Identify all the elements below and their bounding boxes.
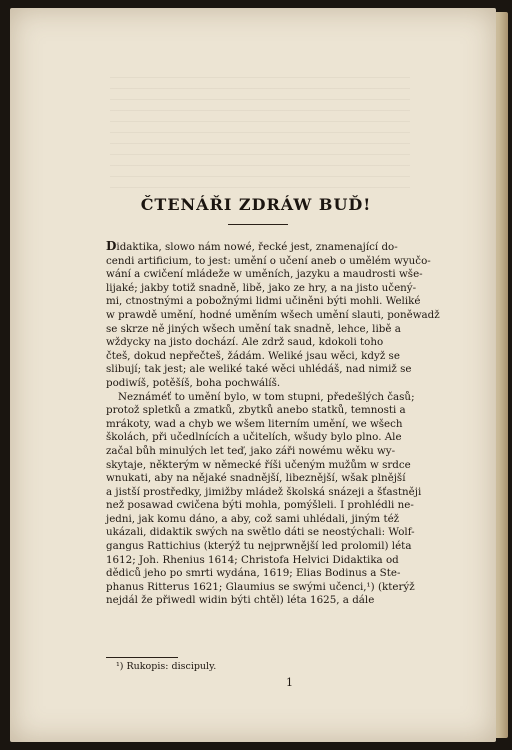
- text-line: slibují; tak jest; ale weliké také wěci uhlédáš, nad nimiž se: [106, 363, 412, 376]
- text-line: 1612; Joh. Rhenius 1614; Christofa Helvici Didaktika od: [106, 553, 399, 566]
- text-line: wždycky na jisto dochází. Ale zdrž saud, kdokoli toho: [106, 336, 384, 349]
- text-line: školách, při učedlnících a učitelích, wšudy bylo plno. Ale: [106, 431, 402, 444]
- show-through-text: [110, 68, 410, 188]
- text-line-rest: idaktika, slowo nám nowé, řecké jest, znamenající do-: [116, 241, 398, 253]
- text-line: phanus Ritterus 1621; Glaumius se swými učenci,¹) (kterýž: [106, 580, 415, 593]
- text-line: gangus Rattichius (kterýž tu nejprwnější led prolomil) léta: [106, 540, 412, 553]
- page-heading: ČTENÁŘI ZDRÁW BUĎ!: [140, 195, 372, 214]
- footnote: ¹) Rukopis: discipuly.: [116, 661, 217, 672]
- footnote-rule: [106, 657, 178, 658]
- text-line: w prawdě umění, hodné uměním wšech umění slauti, poněwadž: [106, 308, 440, 321]
- text-line: začal bůh minulých let teď, jako záři nowému wěku wy-: [106, 444, 396, 457]
- text-line: než posawad cwičena býti mohla, pomýšleli. I prohlédli ne-: [106, 499, 414, 512]
- text-line: podiwíš, potěšíš, boha pochwálíš.: [106, 376, 281, 389]
- text-line: jedni, jak komu dáno, a aby, což sami uhlédali, jiným též: [106, 512, 400, 525]
- text-line: protož spletků a zmatků, zbytků anebo statků, temnosti a: [106, 404, 406, 417]
- heading-rule: [228, 224, 288, 225]
- text-line: nejdál že přiwedl widin býti chtěl) léta 1625, a dále: [106, 594, 375, 607]
- text-line: Neznáméť to umění bylo, w tom stupni, předešlých časů;: [118, 390, 415, 403]
- text-line: lijaké; jakby totiž snadně, libě, jako ze hry, a na jisto učený-: [106, 281, 417, 294]
- body-text: [106, 239, 440, 608]
- text-line: mi, ctnostnými a pobožnými lidmi učiněni býti mohli. Weliké: [106, 295, 421, 308]
- text-line: čteš, dokud nepřečteš, žádám. Weliké jsau wěci, když se: [106, 349, 400, 362]
- text-line: wání a cwičení mládeže w uměních, jazyku a maudrosti wše-: [106, 268, 423, 281]
- text-line: skytaje, některým w německé říši učeným mužům w srdce: [106, 458, 411, 471]
- text-line: wnukati, aby na nějaké snadnější, libeznější, wšak plnější: [106, 472, 406, 485]
- text-line: se skrze ně jiných wšech umění tak snadně, lehce, libě a: [106, 322, 401, 335]
- text-line: dědiců jeho po smrti wydána, 1619; Elias Bodinus a Ste-: [106, 567, 401, 580]
- text-line: mrákoty, wad a chyb we wšem literním umění, we wšech: [106, 417, 403, 430]
- text-line: cendi artificium, to jest: umění o učení aneb o umělém wyučo-: [106, 254, 431, 267]
- text-line: a jistší prostředky, jimižby mládež školská snázeji a šťastněji: [106, 485, 422, 498]
- page-number: 1: [286, 676, 293, 689]
- text-line: ukázali, didaktik swých na swětlo dáti se neostýchali: Wolf-: [106, 526, 415, 539]
- text-line: [106, 239, 398, 255]
- drop-capital: D: [106, 239, 117, 253]
